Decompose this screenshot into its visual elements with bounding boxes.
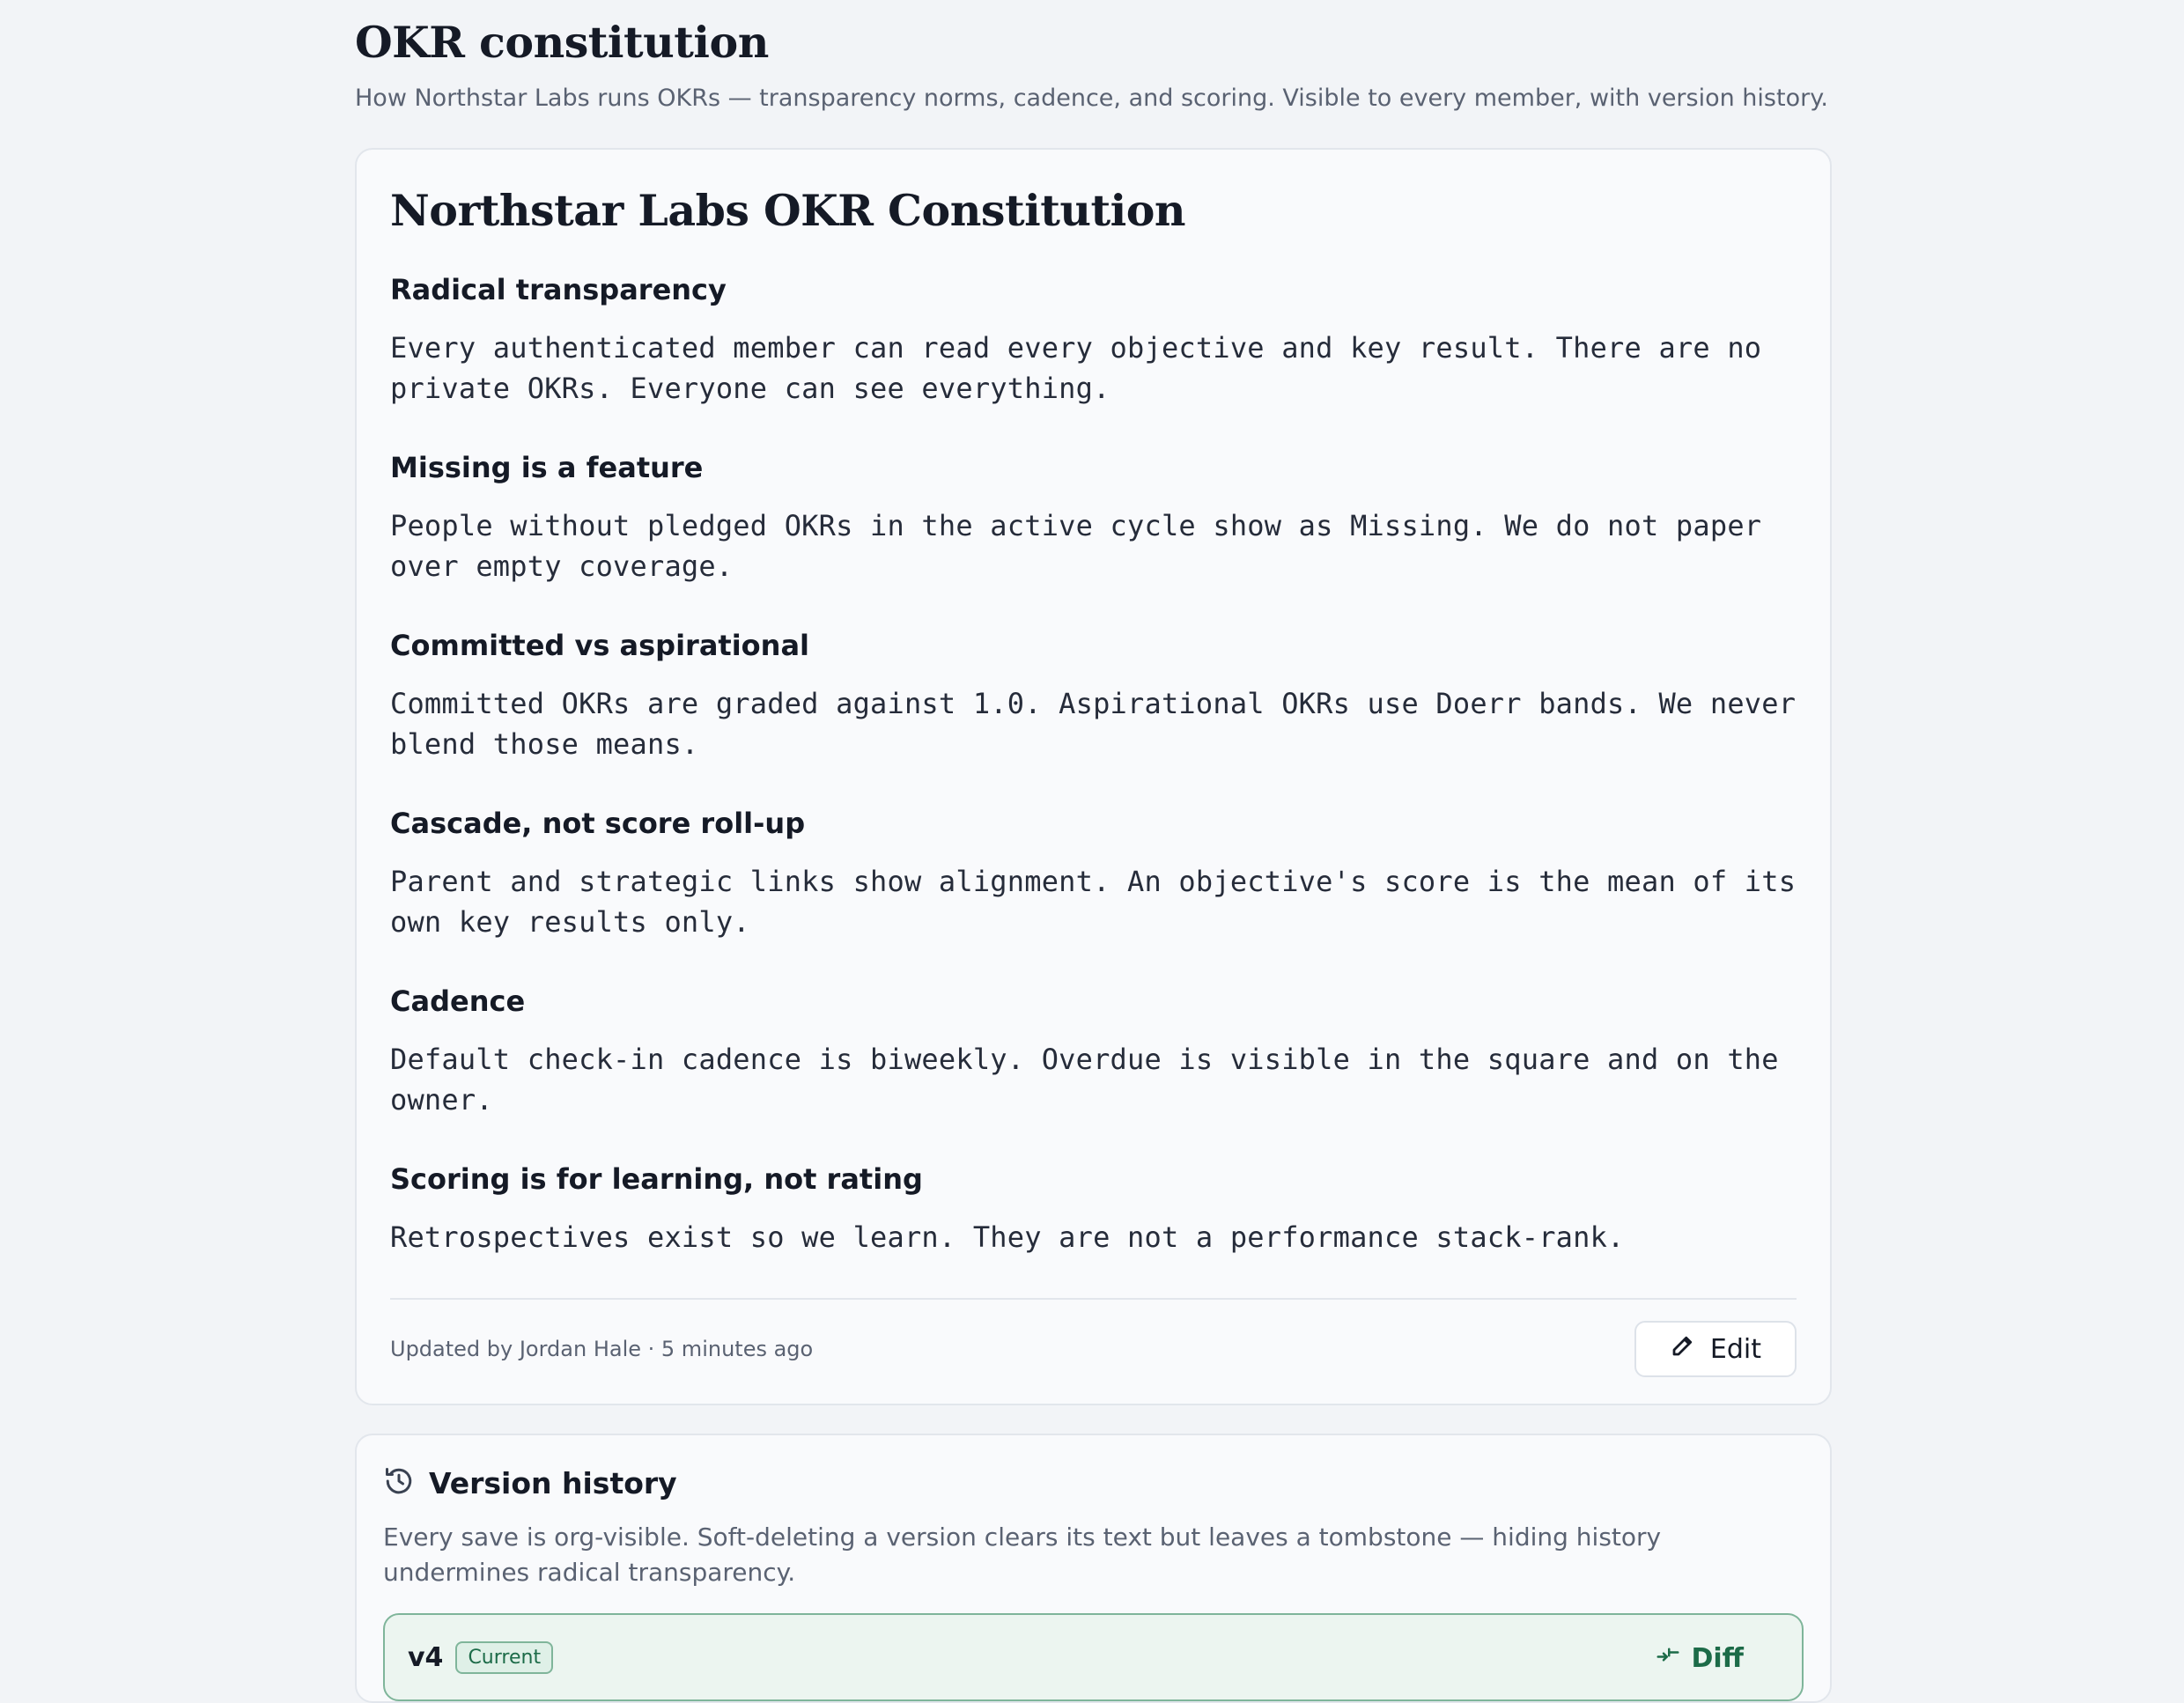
section-heading: Cadence [390, 984, 526, 1018]
section-missing-is-a-feature [390, 449, 1797, 586]
document-footer [390, 1298, 1797, 1377]
version-history-description: Every save is org-visible. Soft-deleting a version clears its text but leaves a tombstone — hiding history undermines radical transparency. [383, 1522, 1662, 1587]
section-body: Every authenticated member can read every objective and key result. There are no private OKRs. Everyone can see everything. [390, 331, 1762, 405]
constitution-card [355, 148, 1832, 1405]
version-history-card [355, 1434, 1832, 1703]
section-cadence [390, 983, 1797, 1120]
pencil-icon [1670, 1332, 1696, 1366]
section-heading: Cascade, not score roll-up [390, 807, 806, 840]
section-body: Committed OKRs are graded against 1.0. Aspirational OKRs use Doerr bands. We never blend those means. [390, 687, 1797, 761]
section-cascade [390, 805, 1797, 942]
page [355, 0, 1832, 1703]
current-badge: Current [455, 1641, 553, 1674]
section-scoring [390, 1161, 1797, 1257]
edit-button[interactable] [1634, 1321, 1797, 1377]
section-body: Parent and strategic links show alignment. An objective's score is the mean of its own key results only. [390, 865, 1797, 939]
history-icon [383, 1465, 415, 1500]
section-body: People without pledged OKRs in the active cycle show as Missing. We do not paper over empty coverage. [390, 509, 1762, 583]
diff-button[interactable] [1655, 1641, 1745, 1675]
version-history-title: Version history [429, 1465, 677, 1500]
page-title: OKR constitution [355, 17, 769, 68]
section-body: Retrospectives exist so we learn. They are not a performance stack-rank. [390, 1220, 1625, 1254]
page-subtitle: How Northstar Labs runs OKRs — transparency norms, cadence, and scoring. Visible to every member, with version history. [355, 85, 1828, 112]
section-heading: Missing is a feature [390, 451, 704, 484]
section-body: Default check-in cadence is biweekly. Overdue is visible in the square and on the owner. [390, 1043, 1779, 1117]
section-heading: Radical transparency [390, 273, 727, 306]
version-row[interactable] [383, 1613, 1804, 1701]
edit-button-label: Edit [1709, 1333, 1761, 1365]
section-heading: Committed vs aspirational [390, 629, 809, 662]
document-title: Northstar Labs OKR Constitution [390, 185, 1186, 236]
section-committed-vs-aspirational [390, 627, 1797, 764]
version-info [408, 1641, 553, 1674]
version-history-header [383, 1465, 1804, 1500]
diff-icon [1655, 1641, 1681, 1675]
updated-info: Updated by Jordan Hale · 5 minutes ago [390, 1337, 814, 1361]
diff-button-label: Diff [1691, 1642, 1744, 1674]
version-label: v4 [408, 1642, 444, 1673]
section-heading: Scoring is for learning, not rating [390, 1162, 923, 1196]
section-radical-transparency [390, 271, 1797, 409]
